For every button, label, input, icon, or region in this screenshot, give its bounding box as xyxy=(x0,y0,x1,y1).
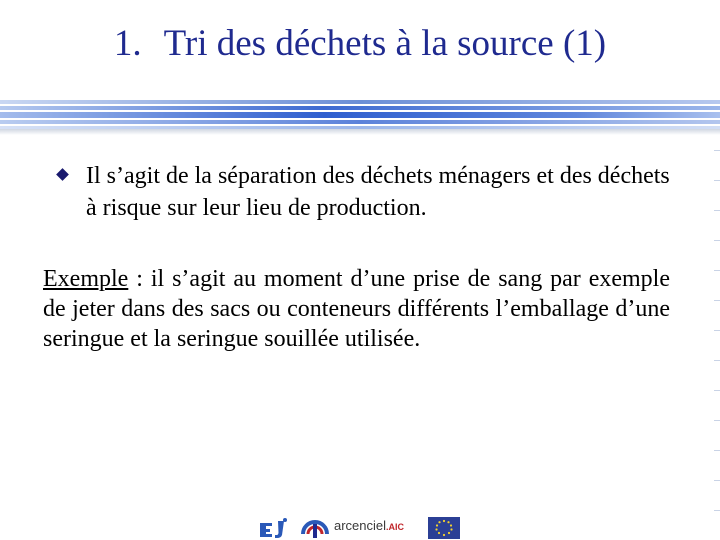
title-number: 1. xyxy=(113,23,142,64)
diamond-bullet-icon xyxy=(56,168,69,181)
header-band-line xyxy=(0,100,720,104)
header-band-line xyxy=(0,112,720,118)
slide-title xyxy=(0,22,720,66)
arcenciel-logo-text: arcenciel.AIC xyxy=(334,518,405,533)
arcenciel-logo-icon xyxy=(300,516,330,540)
ej-logo-icon xyxy=(258,517,290,539)
example-text: : il s’agit au moment d’une prise de sang par exemple de jeter dans des sacs ou conteneurs différents l’emballage d’une seringue et la seringue souillée utilisée. xyxy=(43,266,670,352)
header-band-shadow xyxy=(0,129,720,135)
right-edge-decoration xyxy=(712,140,720,540)
example-paragraph xyxy=(43,264,670,354)
header-band-line xyxy=(0,120,720,124)
eu-flag-icon xyxy=(428,517,460,539)
example-label: Exemple xyxy=(43,266,129,292)
footer-logos xyxy=(0,512,720,540)
title-text: Tri des déchets à la source (1) xyxy=(163,23,607,64)
header-band-line xyxy=(0,106,720,110)
bullet-paragraph: Il s’agit de la séparation des déchets ménagers et des déchets à risque sur leur lieu de production. xyxy=(86,163,670,221)
